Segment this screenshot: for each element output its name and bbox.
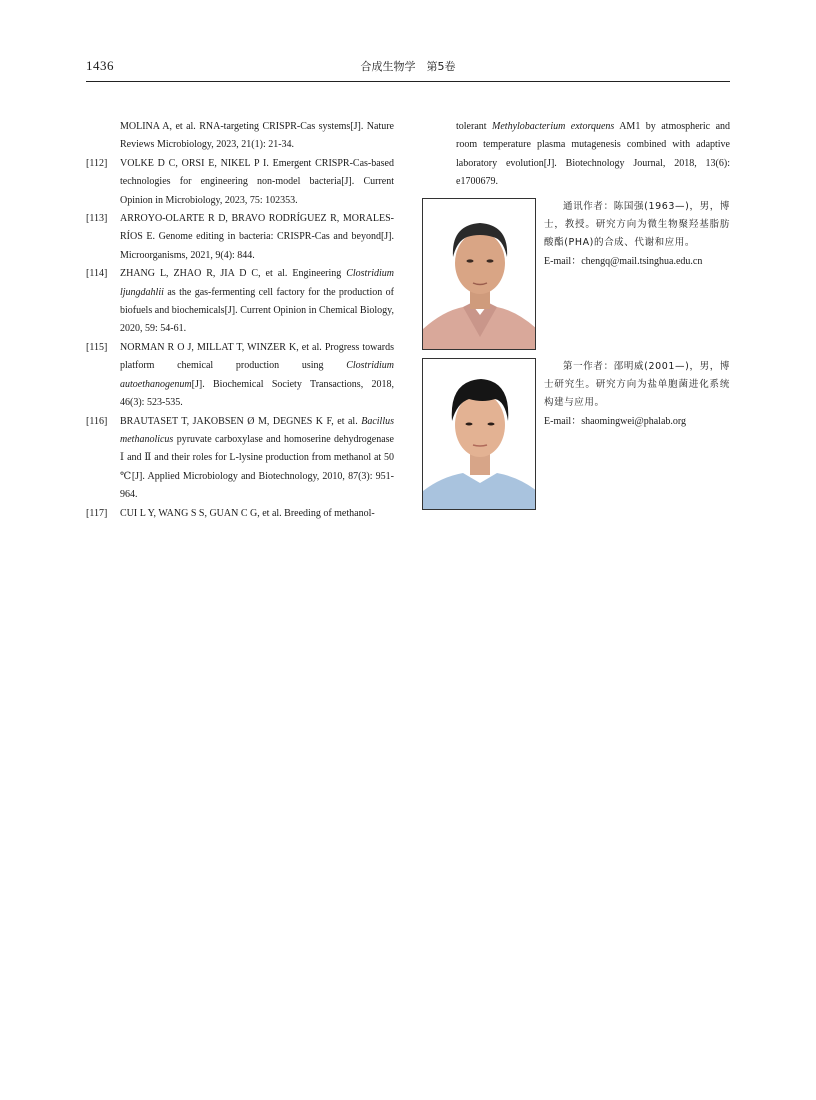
reference-entry <box>422 118 730 192</box>
running-header <box>86 56 730 82</box>
references-right-column <box>422 118 730 192</box>
author-photo-first <box>422 358 536 510</box>
reference-text: NORMAN R O J, MILLAT T, WINZER K, et al. Progress towards platform chemical production using <box>120 341 394 372</box>
page-number: 1436 <box>86 58 114 73</box>
reference-entry <box>86 210 394 265</box>
reference-number: [113] <box>86 213 108 225</box>
reference-text: MOLINA A, et al. RNA-targeting CRISPR-Cas systems[J]. Nature Reviews Microbiology, 2023, 21(1): 21-34. <box>120 121 394 151</box>
species-name: Clostridium ljungdahlii <box>120 268 394 298</box>
reference-text: as the gas-fermenting cell factory for the production of biofuels and biochemicals[J]. Current Opinion in Chemical Biology, 2020, 59: 54-61. <box>120 286 394 335</box>
reference-text: [J]. Biochemical Society Transactions, 2018, 46(3): 523-535. <box>120 378 394 409</box>
author-bio-first <box>544 358 730 432</box>
right-column <box>422 118 730 510</box>
reference-entry <box>86 118 394 155</box>
reference-number: [112] <box>86 157 108 169</box>
species-name: Bacillus methanolicus <box>120 415 394 445</box>
reference-entry <box>86 505 394 523</box>
reference-entry <box>86 413 394 505</box>
reference-number: [117] <box>86 507 108 519</box>
author-bio-corresponding <box>544 198 730 272</box>
reference-entry <box>86 265 394 339</box>
reference-text: AM1 by atmospheric and room temperature plasma mutagenesis combined with adaptive laboratory evolution[J]. Biotechnology Journal, 2018, 13(6): e1700679. <box>456 121 731 188</box>
reference-text: pyruvate carboxylase and homoserine dehydrogenase Ⅰ and Ⅱ and their roles for L-lysine production from methanol at 50 ℃[J]. Applied Microbiology and Biotechnology, 2010, 87(3): 951-964. <box>120 433 394 501</box>
reference-text: CUI L Y, WANG S S, GUAN C G, et al. Breeding of methanol- <box>120 507 375 519</box>
reference-entry <box>86 155 394 210</box>
author-photo-corresponding <box>422 198 536 350</box>
reference-text: BRAUTASET T, JAKOBSEN Ø M, DEGNES K F, et al. <box>120 415 362 427</box>
author-card-corresponding <box>422 198 730 350</box>
reference-text: ARROYO-OLARTE R D, BRAVO RODRÍGUEZ R, MORALES-RÍOS E. Genome editing in bacteria: CRISPR-Cas and beyond[J]. Microorganisms, 2021, 9(4): 844. <box>120 213 394 261</box>
reference-text: VOLKE D C, ORSI E, NIKEL P I. Emergent CRISPR-Cas-based technologies for engineering non-model bacteria[J]. Current Opinion in Microbiology, 2023, 75: 102353. <box>120 157 394 206</box>
author-email: E-mail：chengq@mail.tsinghua.edu.cn <box>544 255 703 267</box>
reference-text: ZHANG L, ZHAO R, JIA D C, et al. Engineering <box>120 268 347 280</box>
author-card-first <box>422 358 730 510</box>
species-name: Methylobacterium extorquens <box>492 121 615 132</box>
author-description: 通讯作者：陈国强(1963—)，男，博士，教授。研究方向为微生物聚羟基脂肪酸酯(PHA)的合成、代谢和应用。 <box>544 200 730 249</box>
reference-number: [115] <box>86 341 108 353</box>
author-email: E-mail：shaomingwei@phalab.org <box>544 415 687 427</box>
portrait-icon <box>423 359 536 510</box>
reference-entry <box>86 339 394 413</box>
author-description: 第一作者：邵明威(2001—)，男，博士研究生。研究方向为盐单胞菌进化系统构建与应用。 <box>544 360 730 409</box>
species-name: Clostridium autoethanogenum <box>120 360 394 390</box>
reference-number: [116] <box>86 415 108 427</box>
reference-number: [114] <box>86 268 108 280</box>
portrait-icon <box>423 199 536 350</box>
reference-text: tolerant <box>456 121 493 132</box>
journal-volume-title: 合成生物学 第5卷 <box>360 60 456 73</box>
references-left-column <box>86 118 394 523</box>
